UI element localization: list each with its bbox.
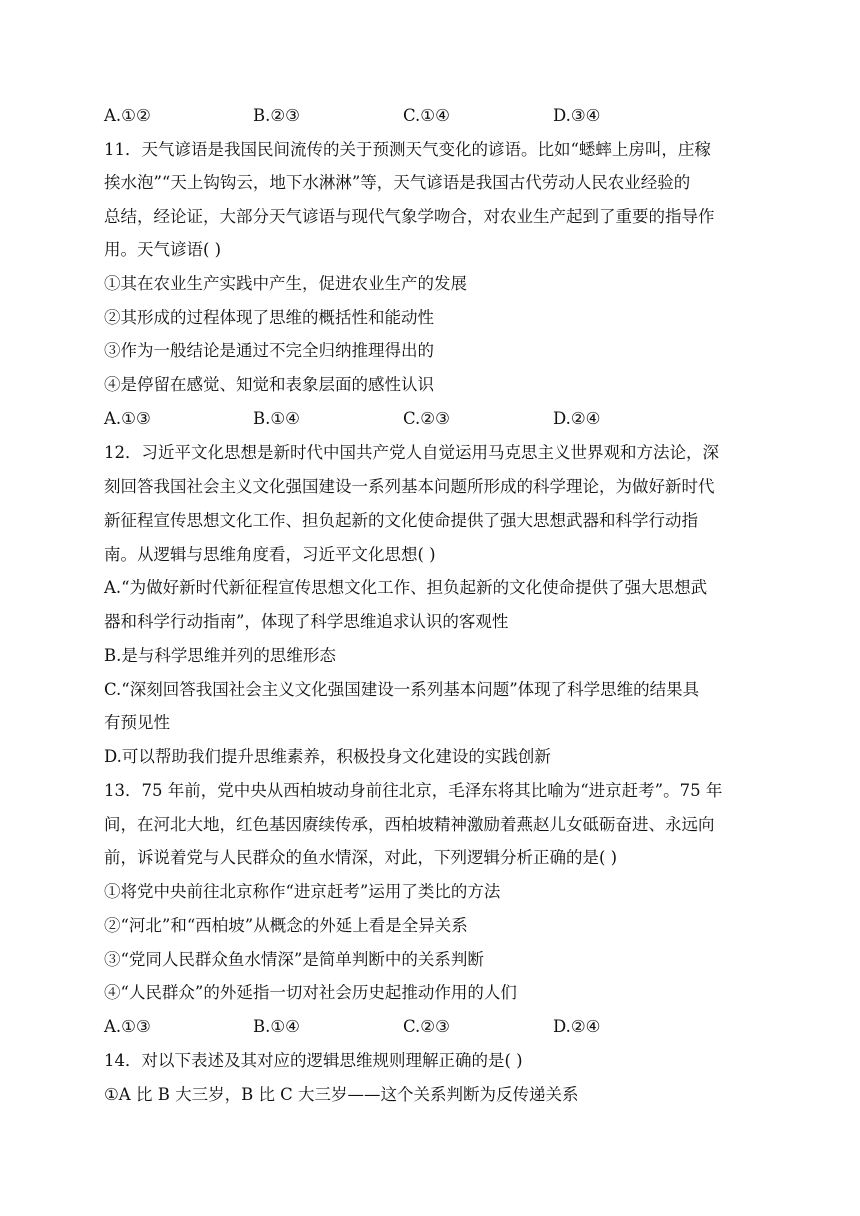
q12-choice-b: B.是与科学思维并列的思维形态 bbox=[104, 646, 336, 665]
option-a: A.①③ bbox=[104, 409, 151, 428]
q10-options bbox=[104, 106, 764, 126]
q14-stem-line: 14．对以下表述及其对应的逻辑思维规则理解正确的是( ) bbox=[104, 1051, 523, 1070]
q11-stem-line: 用。天气谚语( ) bbox=[104, 240, 222, 259]
q11-statement: ④是停留在感觉、知觉和表象层面的感性认识 bbox=[104, 375, 434, 394]
q12-stem-line: 南。从逻辑与思维角度看，习近平文化思想( ) bbox=[104, 545, 436, 564]
q12-choice-a: A.“为做好新时代新征程宣传思想文化工作、担负起新的文化使命提供了强大思想武 bbox=[104, 578, 708, 597]
q13-statement: ①将党中央前往北京称作“进京赶考”运用了类比的方法 bbox=[104, 882, 501, 901]
q14-statement: ①A 比 B 大三岁，B 比 C 大三岁——这个关系判断为反传递关系 bbox=[104, 1085, 579, 1104]
q12-stem-line: 12．习近平文化思想是新时代中国共产党人自觉运用马克思主义世界观和方法论，深 bbox=[104, 443, 719, 462]
option-b: B.②③ bbox=[253, 106, 300, 125]
option-d: D.②④ bbox=[553, 409, 601, 428]
q12-choice-a-cont: 器和科学行动指南”，体现了科学思维追求认识的客观性 bbox=[104, 612, 509, 631]
q12-choice-c-cont: 有预见性 bbox=[104, 713, 170, 732]
option-c: C.②③ bbox=[403, 409, 450, 428]
q13-statement: ③“党同人民群众鱼水情深”是简单判断中的关系判断 bbox=[104, 950, 484, 969]
option-a: A.①③ bbox=[104, 1017, 151, 1036]
q13-stem-line: 间，在河北大地，红色基因赓续传承，西柏坡精神激励着燕赵儿女砥砺奋进、永远向 bbox=[104, 815, 715, 834]
q11-statement: ①其在农业生产实践中产生，促进农业生产的发展 bbox=[104, 274, 467, 293]
option-d: D.③④ bbox=[553, 106, 601, 125]
q12-choice-d: D.可以帮助我们提升思维素养，积极投身文化建设的实践创新 bbox=[104, 747, 551, 766]
q11-stem-line: 挨水泡”“天上钩钩云，地下水淋淋”等，天气谚语是我国古代劳动人民农业经验的 bbox=[104, 173, 691, 192]
option-a: A.①② bbox=[104, 106, 151, 125]
option-c: C.②③ bbox=[403, 1017, 450, 1036]
q11-options bbox=[104, 409, 764, 429]
q13-statement: ④“人民群众”的外延指一切对社会历史起推动作用的人们 bbox=[104, 983, 517, 1002]
q12-stem-line: 刻回答我国社会主义文化强国建设一系列基本问题所形成的科学理论，为做好新时代 bbox=[104, 477, 715, 496]
option-c: C.①④ bbox=[403, 106, 450, 125]
option-b: B.①④ bbox=[253, 1017, 300, 1036]
q11-statement: ②其形成的过程体现了思维的概括性和能动性 bbox=[104, 308, 434, 327]
option-d: D.②④ bbox=[553, 1017, 601, 1036]
q11-stem-line: 11．天气谚语是我国民间流传的关于预测天气变化的谚语。比如“蟋蟀上房叫，庄稼 bbox=[104, 140, 711, 159]
q12-stem-line: 新征程宣传思想文化工作、担负起新的文化使命提供了强大思想武器和科学行动指 bbox=[104, 511, 698, 530]
q12-choice-c: C.“深刻回答我国社会主义文化强国建设一系列基本问题”体现了科学思维的结果具 bbox=[104, 680, 700, 699]
q13-options bbox=[104, 1017, 764, 1037]
option-b: B.①④ bbox=[253, 409, 300, 428]
q13-statement: ②“河北”和“西柏坡”从概念的外延上看是全异关系 bbox=[104, 916, 468, 935]
q11-stem-line: 总结，经论证，大部分天气谚语与现代气象学吻合，对农业生产起到了重要的指导作 bbox=[104, 207, 715, 226]
q13-stem-line: 前，诉说着党与人民群众的鱼水情深，对此，下列逻辑分析正确的是( ) bbox=[104, 848, 618, 867]
q13-stem-line: 13．75 年前，党中央从西柏坡动身前往北京，毛泽东将其比喻为“进京赶考”。75 年 bbox=[104, 781, 723, 800]
q11-statement: ③作为一般结论是通过不完全归纳推理得出的 bbox=[104, 341, 434, 360]
